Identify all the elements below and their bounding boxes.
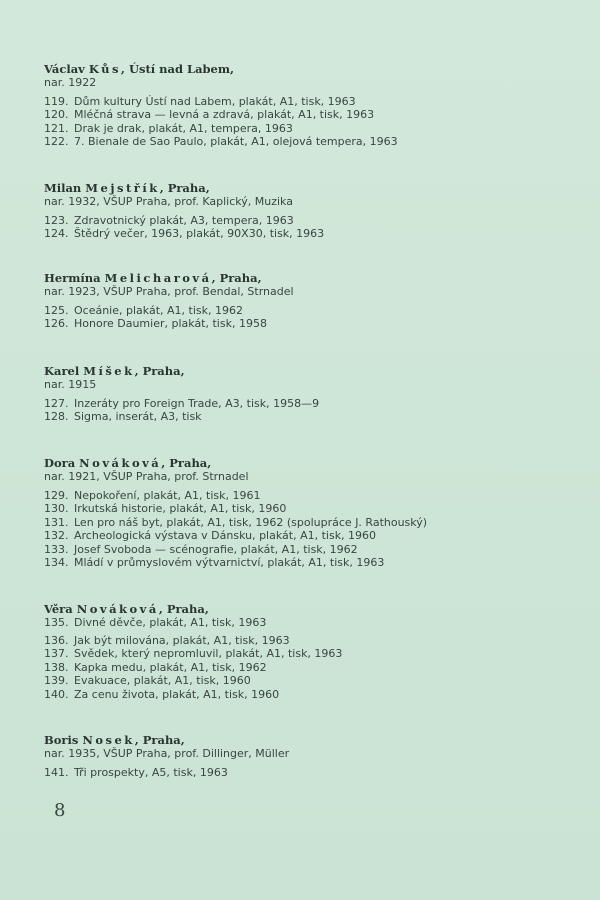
work-number: 122. <box>44 135 69 148</box>
artist-name: Václav Kůs, Ústí nad Labem, <box>44 62 235 76</box>
work-item <box>44 95 564 109</box>
given-name: Dora <box>44 456 76 470</box>
work-item <box>44 661 564 675</box>
work-number: 136. <box>44 633 69 647</box>
work-item <box>44 556 564 570</box>
work-title: Len pro náš byt, plakát, A1, tisk, 1962 (spolupráce J. Rathouský) <box>74 515 428 529</box>
work-title: Oceánie, plakát, A1, tisk, 1962 <box>74 303 243 317</box>
artist-entry <box>44 733 564 779</box>
work-title: Evakuace, plakát, A1, tisk, 1960 <box>74 674 251 687</box>
work-number: 132. <box>44 529 69 542</box>
work-number: 138. <box>44 660 69 674</box>
work-number: 125. <box>44 303 69 317</box>
work-title: Svědek, který nepromluvil, plakát, A1, tisk, 1963 <box>74 647 343 660</box>
work-item <box>44 135 564 149</box>
artist-entry <box>44 364 564 424</box>
work-number: 131. <box>44 515 69 529</box>
work-title: Zdravotnický plakát, A3, tempera, 1963 <box>74 213 294 227</box>
work-item <box>44 647 564 661</box>
city: Praha <box>142 364 181 378</box>
surname: Nosek <box>82 733 135 747</box>
artist-bio: nar. 1923, VŠUP Praha, prof. Bendal, Strnadel <box>44 285 294 298</box>
work-number: 124. <box>44 227 69 240</box>
artist-bio: nar. 1922 <box>44 76 97 89</box>
city: Ústí nad Labem <box>128 62 231 76</box>
city: Praha <box>142 733 181 747</box>
work-title: Mládí v průmyslovém výtvarnictví, plakát, A1, tisk, 1963 <box>74 556 385 569</box>
work-title: Irkutská historie, plakát, A1, tisk, 1960 <box>74 502 287 515</box>
given-name: Věra <box>44 602 73 616</box>
work-title: 7. Bienale de Sao Paulo, plakát, A1, olejová tempera, 1963 <box>74 135 398 148</box>
city: Praha <box>167 181 206 195</box>
artist-entry <box>44 271 564 331</box>
work-item <box>44 317 564 331</box>
artist-bio: nar. 1915 <box>44 378 97 391</box>
work-item <box>44 529 564 543</box>
work-number: 119. <box>44 94 69 108</box>
work-number: 141. <box>44 765 69 779</box>
work-item <box>44 410 564 424</box>
work-number: 133. <box>44 542 69 556</box>
work-item <box>44 122 564 136</box>
given-name: Boris <box>44 733 79 747</box>
work-title: Za cenu života, plakát, A1, tisk, 1960 <box>74 687 280 701</box>
artist-entry <box>44 456 564 570</box>
work-title: Josef Svoboda — scénografie, plakát, A1, tisk, 1962 <box>74 542 358 556</box>
work-item <box>44 502 564 516</box>
artist-name: Karel Míšek, Praha, <box>44 364 185 378</box>
work-number: 139. <box>44 674 69 687</box>
work-item <box>44 516 564 530</box>
given-name: Hermína <box>44 271 101 285</box>
work-number: 127. <box>44 396 69 410</box>
artist-name: Hermína Melicharová, Praha, <box>44 271 262 285</box>
works-list <box>44 214 564 241</box>
work-item <box>44 304 564 318</box>
artist-name: Milan Mejstřík, Praha, <box>44 181 210 195</box>
work-title: Tři prospekty, A5, tisk, 1963 <box>74 765 228 779</box>
works-list <box>44 95 564 149</box>
artist-bio: nar. 1935, VŠUP Praha, prof. Dillinger, Müller <box>44 747 290 760</box>
work-number: 130. <box>44 502 69 515</box>
work-item <box>44 108 564 122</box>
works-list <box>44 489 564 570</box>
work-number: 135. <box>44 616 69 629</box>
surname: Mejstřík <box>85 181 160 195</box>
city: Praha <box>219 271 258 285</box>
work-number: 128. <box>44 410 69 423</box>
work-title: Divné děvče, plakát, A1, tisk, 1963 <box>74 616 267 629</box>
artist-name: Dora Nováková, Praha, <box>44 456 212 470</box>
work-number: 134. <box>44 556 69 569</box>
work-title: Drak je drak, plakát, A1, tempera, 1963 <box>74 121 293 135</box>
surname: Kůs <box>88 62 121 76</box>
work-number: 120. <box>44 108 69 121</box>
work-item <box>44 227 564 241</box>
page-number: 8 <box>54 800 66 821</box>
given-name: Václav <box>44 62 85 76</box>
works-list <box>44 616 564 701</box>
work-title: Sigma, inserát, A3, tisk <box>74 410 202 423</box>
surname: Míšek <box>83 364 135 378</box>
work-item <box>44 489 564 503</box>
work-title: Archeologická výstava v Dánsku, plakát, A1, tisk, 1960 <box>74 529 377 542</box>
work-title: Kapka medu, plakát, A1, tisk, 1962 <box>74 660 267 674</box>
work-item <box>44 674 564 688</box>
works-list <box>44 766 564 780</box>
city: Praha <box>169 456 208 470</box>
work-number: 126. <box>44 317 69 330</box>
work-title: Jak být milována, plakát, A1, tisk, 1963 <box>74 633 290 647</box>
work-item <box>44 214 564 228</box>
given-name: Milan <box>44 181 82 195</box>
surname: Nováková <box>76 602 159 616</box>
work-item <box>44 397 564 411</box>
work-title: Dům kultury Ústí nad Labem, plakát, A1, tisk, 1963 <box>74 94 356 108</box>
work-title: Mléčná strava — levná a zdravá, plakát, A1, tisk, 1963 <box>74 108 375 121</box>
work-number: 121. <box>44 121 69 135</box>
work-item <box>44 616 564 630</box>
artist-bio: nar. 1932, VŠUP Praha, prof. Kaplický, Muzika <box>44 195 293 208</box>
surname: Melicharová <box>104 271 212 285</box>
work-title: Nepokoření, plakát, A1, tisk, 1961 <box>74 488 261 502</box>
city: Praha <box>166 602 205 616</box>
work-title: Honore Daumier, plakát, tisk, 1958 <box>74 317 267 330</box>
work-title: Štědrý večer, 1963, plakát, 90X30, tisk, 1963 <box>74 227 325 240</box>
artist-name: Věra Nováková, Praha, <box>44 602 209 616</box>
works-list <box>44 304 564 331</box>
surname: Nováková <box>79 456 162 470</box>
artist-name: Boris Nosek, Praha, <box>44 733 185 747</box>
artist-bio: nar. 1921, VŠUP Praha, prof. Strnadel <box>44 470 249 483</box>
artist-entry <box>44 62 564 149</box>
works-list <box>44 397 564 424</box>
work-title: Inzeráty pro Foreign Trade, A3, tisk, 1958—9 <box>74 396 320 410</box>
artist-entry <box>44 181 564 241</box>
work-number: 137. <box>44 647 69 660</box>
work-item <box>44 688 564 702</box>
work-item <box>44 543 564 557</box>
work-number: 140. <box>44 687 69 701</box>
work-item <box>44 766 564 780</box>
work-number: 129. <box>44 488 69 502</box>
work-item <box>44 634 564 648</box>
given-name: Karel <box>44 364 80 378</box>
work-number: 123. <box>44 213 69 227</box>
artist-entry <box>44 602 564 701</box>
